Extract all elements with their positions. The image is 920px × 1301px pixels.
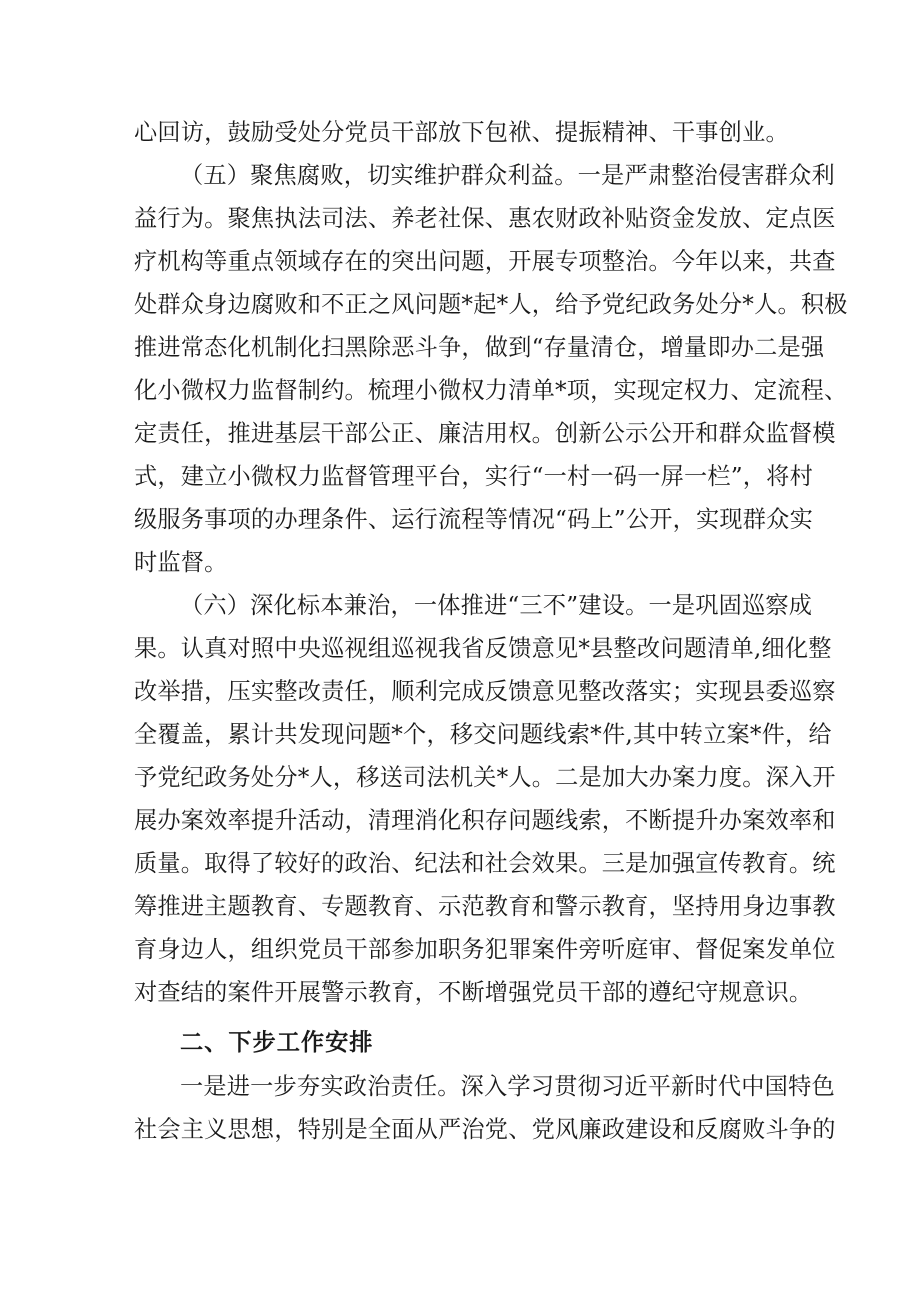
body-text-line: 筹推进主题教育、专题教育、示范教育和警示教育，坚持用身边事教 [134,893,836,920]
body-text-line: 社会主义思想，特别是全面从严治党、党风廉政建设和反腐败斗争的 [134,1116,836,1143]
body-text-line: 全覆盖，累计共发现问题*个，移交问题线索*件,其中转立案*件，给 [134,721,832,748]
body-text-line: 疗机构等重点领域存在的突出问题，开展专项整治。今年以来，共查 [134,248,836,275]
body-text-line: 化小微权力监督制约。梳理小微权力清单*项，实现定权力、定流程、 [134,377,848,404]
body-text-line: 质量。取得了较好的政治、纪法和社会效果。三是加强宣传教育。统 [134,850,836,877]
body-text-line: 改举措，压实整改责任，顺利完成反馈意见整改落实；实现县委巡察 [134,678,836,705]
body-text-line: 一是进一步夯实政治责任。深入学习贯彻习近平新时代中国特色 [180,1073,835,1100]
body-text-line: 式，建立小微权力监督管理平台，实行“一村一码一屏一栏”，将村 [134,463,813,490]
body-text-line: 展办案效率提升活动，清理消化积存问题线索，不断提升办案效率和 [134,807,836,834]
body-text-line: 育身边人，组织党员干部参加职务犯罪案件旁听庭审、督促案发单位 [134,936,836,963]
body-text-line: 定责任，推进基层干部公正、廉洁用权。创新公示公开和群众监督模 [134,420,836,447]
body-text-line: 处群众身边腐败和不正之风问题*起*人，给予党纪政务处分*人。积极 [134,291,848,318]
section-six-first-line: （六）深化标本兼治，一体推进“三不”建设。一是巩固巡察成 [180,592,813,619]
body-text-line: 果。认真对照中央巡视组巡视我省反馈意见*县整改问题清单,细化整 [134,635,832,662]
body-text-line: 级服务事项的办理条件、运行流程等情况“码上”公开，实现群众实 [134,506,813,533]
section-five-first-line: （五）聚焦腐败，切实维护群众利益。一是严肃整治侵害群众利 [180,162,835,189]
body-text-line: 推进常态化机制化扫黑除恶斗争，做到“存量清仓，增量即办二是强 [134,334,825,361]
section-heading: 二、下步工作安排 [180,1029,374,1056]
body-text-line: 予党纪政务处分*人，移送司法机关*人。二是加大办案力度。深入开 [134,764,836,791]
body-text-line: 时监督。 [134,549,228,576]
body-text-line: 益行为。聚焦执法司法、养老社保、惠农财政补贴资金发放、定点医 [134,205,836,232]
body-text-line: 对查结的案件开展警示教育，不断增强党员干部的遵纪守规意识。 [134,979,813,1006]
body-text-line: 心回访，鼓励受处分党员干部放下包袱、提振精神、干事创业。 [134,119,789,146]
